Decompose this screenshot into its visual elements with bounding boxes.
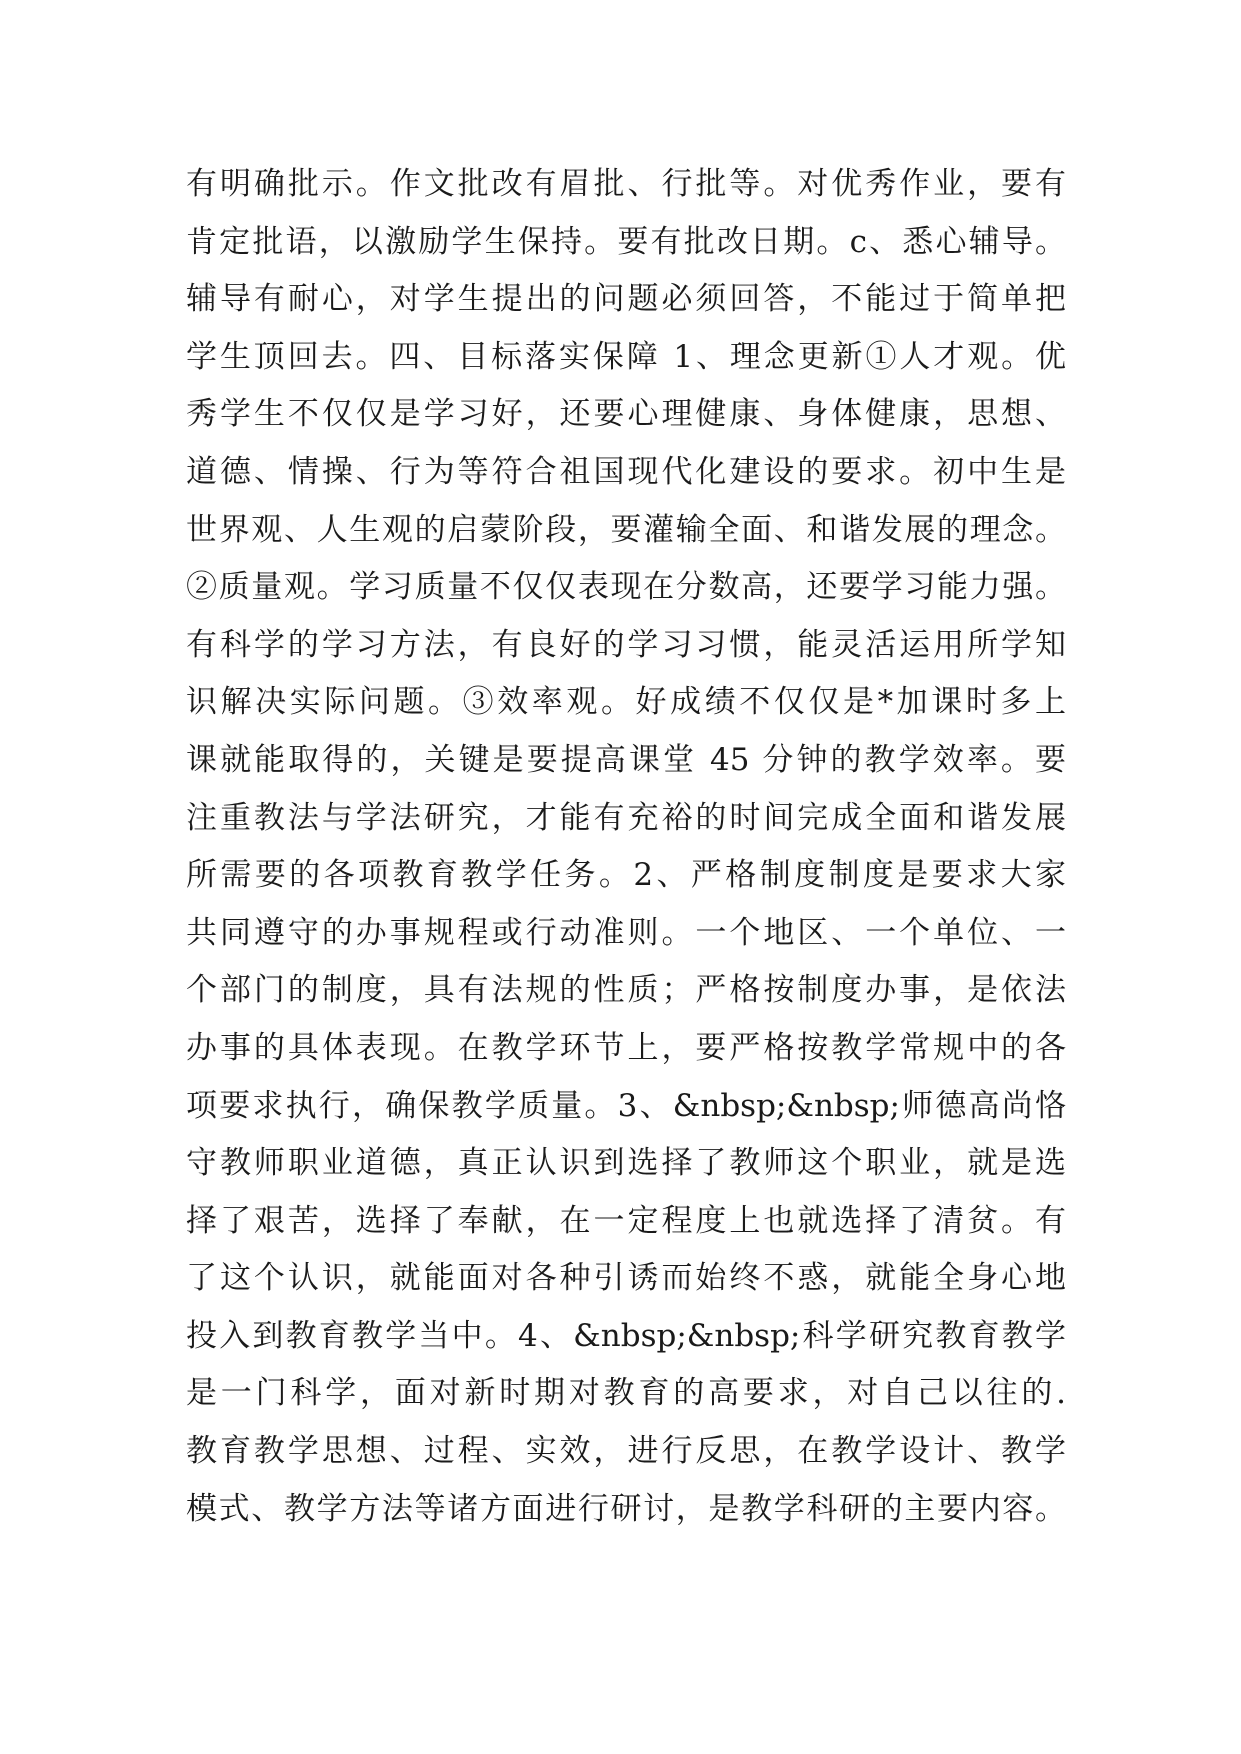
- text-line: 守教师职业道德，真正认识到选择了教师这个职业，就是选: [186, 1145, 1066, 1182]
- text-line: 秀学生不仅仅是学习好，还要心理健康、身体健康，思想、: [186, 396, 1066, 433]
- text-line: 肯定批语，以激励学生保持。要有批改日期。c、悉心辅导。: [186, 223, 1066, 260]
- text-line: 投入到教育教学当中。4、&nbsp;&nbsp;科学研究教育教学: [186, 1317, 1066, 1354]
- text-line: 课就能取得的，关键是要提高课堂 45 分钟的教学效率。要: [186, 741, 1066, 778]
- text-line: 是一门科学，面对新时期对教育的高要求，对自己以往的.: [186, 1375, 1066, 1412]
- text-line: 有科学的学习方法，有良好的学习习惯，能灵活运用所学知: [186, 626, 1066, 663]
- text-line: ②质量观。学习质量不仅仅表现在分数高，还要学习能力强。: [186, 569, 1066, 606]
- text-line: 学生顶回去。四、目标落实保障 1、理念更新①人才观。优: [186, 338, 1066, 375]
- text-line: 个部门的制度，具有法规的性质；严格按制度办事，是依法: [186, 972, 1066, 1009]
- text-line: 有明确批示。作文批改有眉批、行批等。对优秀作业，要有: [186, 166, 1066, 202]
- text-line: 共同遵守的办事规程或行动准则。一个地区、一个单位、一: [186, 914, 1066, 951]
- text-line: 道德、情操、行为等符合祖国现代化建设的要求。初中生是: [186, 453, 1066, 490]
- text-line: 注重教法与学法研究，才能有充裕的时间完成全面和谐发展: [186, 799, 1066, 836]
- body-text: [186, 156, 1066, 1538]
- text-line: 模式、教学方法等诸方面进行研讨，是教学科研的主要内容。: [186, 1490, 1066, 1527]
- text-line: 世界观、人生观的启蒙阶段，要灌输全面、和谐发展的理念。: [186, 511, 1066, 548]
- text-line: 项要求执行，确保教学质量。3、&nbsp;&nbsp;师德高尚恪: [186, 1087, 1066, 1124]
- text-line: 办事的具体表现。在教学环节上，要严格按教学常规中的各: [186, 1029, 1066, 1066]
- text-line: 辅导有耐心，对学生提出的问题必须回答，不能过于简单把: [186, 281, 1066, 318]
- text-line: 择了艰苦，选择了奉献，在一定程度上也就选择了清贫。有: [186, 1202, 1066, 1239]
- text-line: 所需要的各项教育教学任务。2、严格制度制度是要求大家: [186, 857, 1066, 894]
- text-line: 教育教学思想、过程、实效，进行反思，在教学设计、教学: [186, 1433, 1066, 1470]
- text-line: 识解决实际问题。③效率观。好成绩不仅仅是*加课时多上: [186, 684, 1066, 721]
- text-line: 了这个认识，就能面对各种引诱而始终不惑，就能全身心地: [186, 1260, 1066, 1297]
